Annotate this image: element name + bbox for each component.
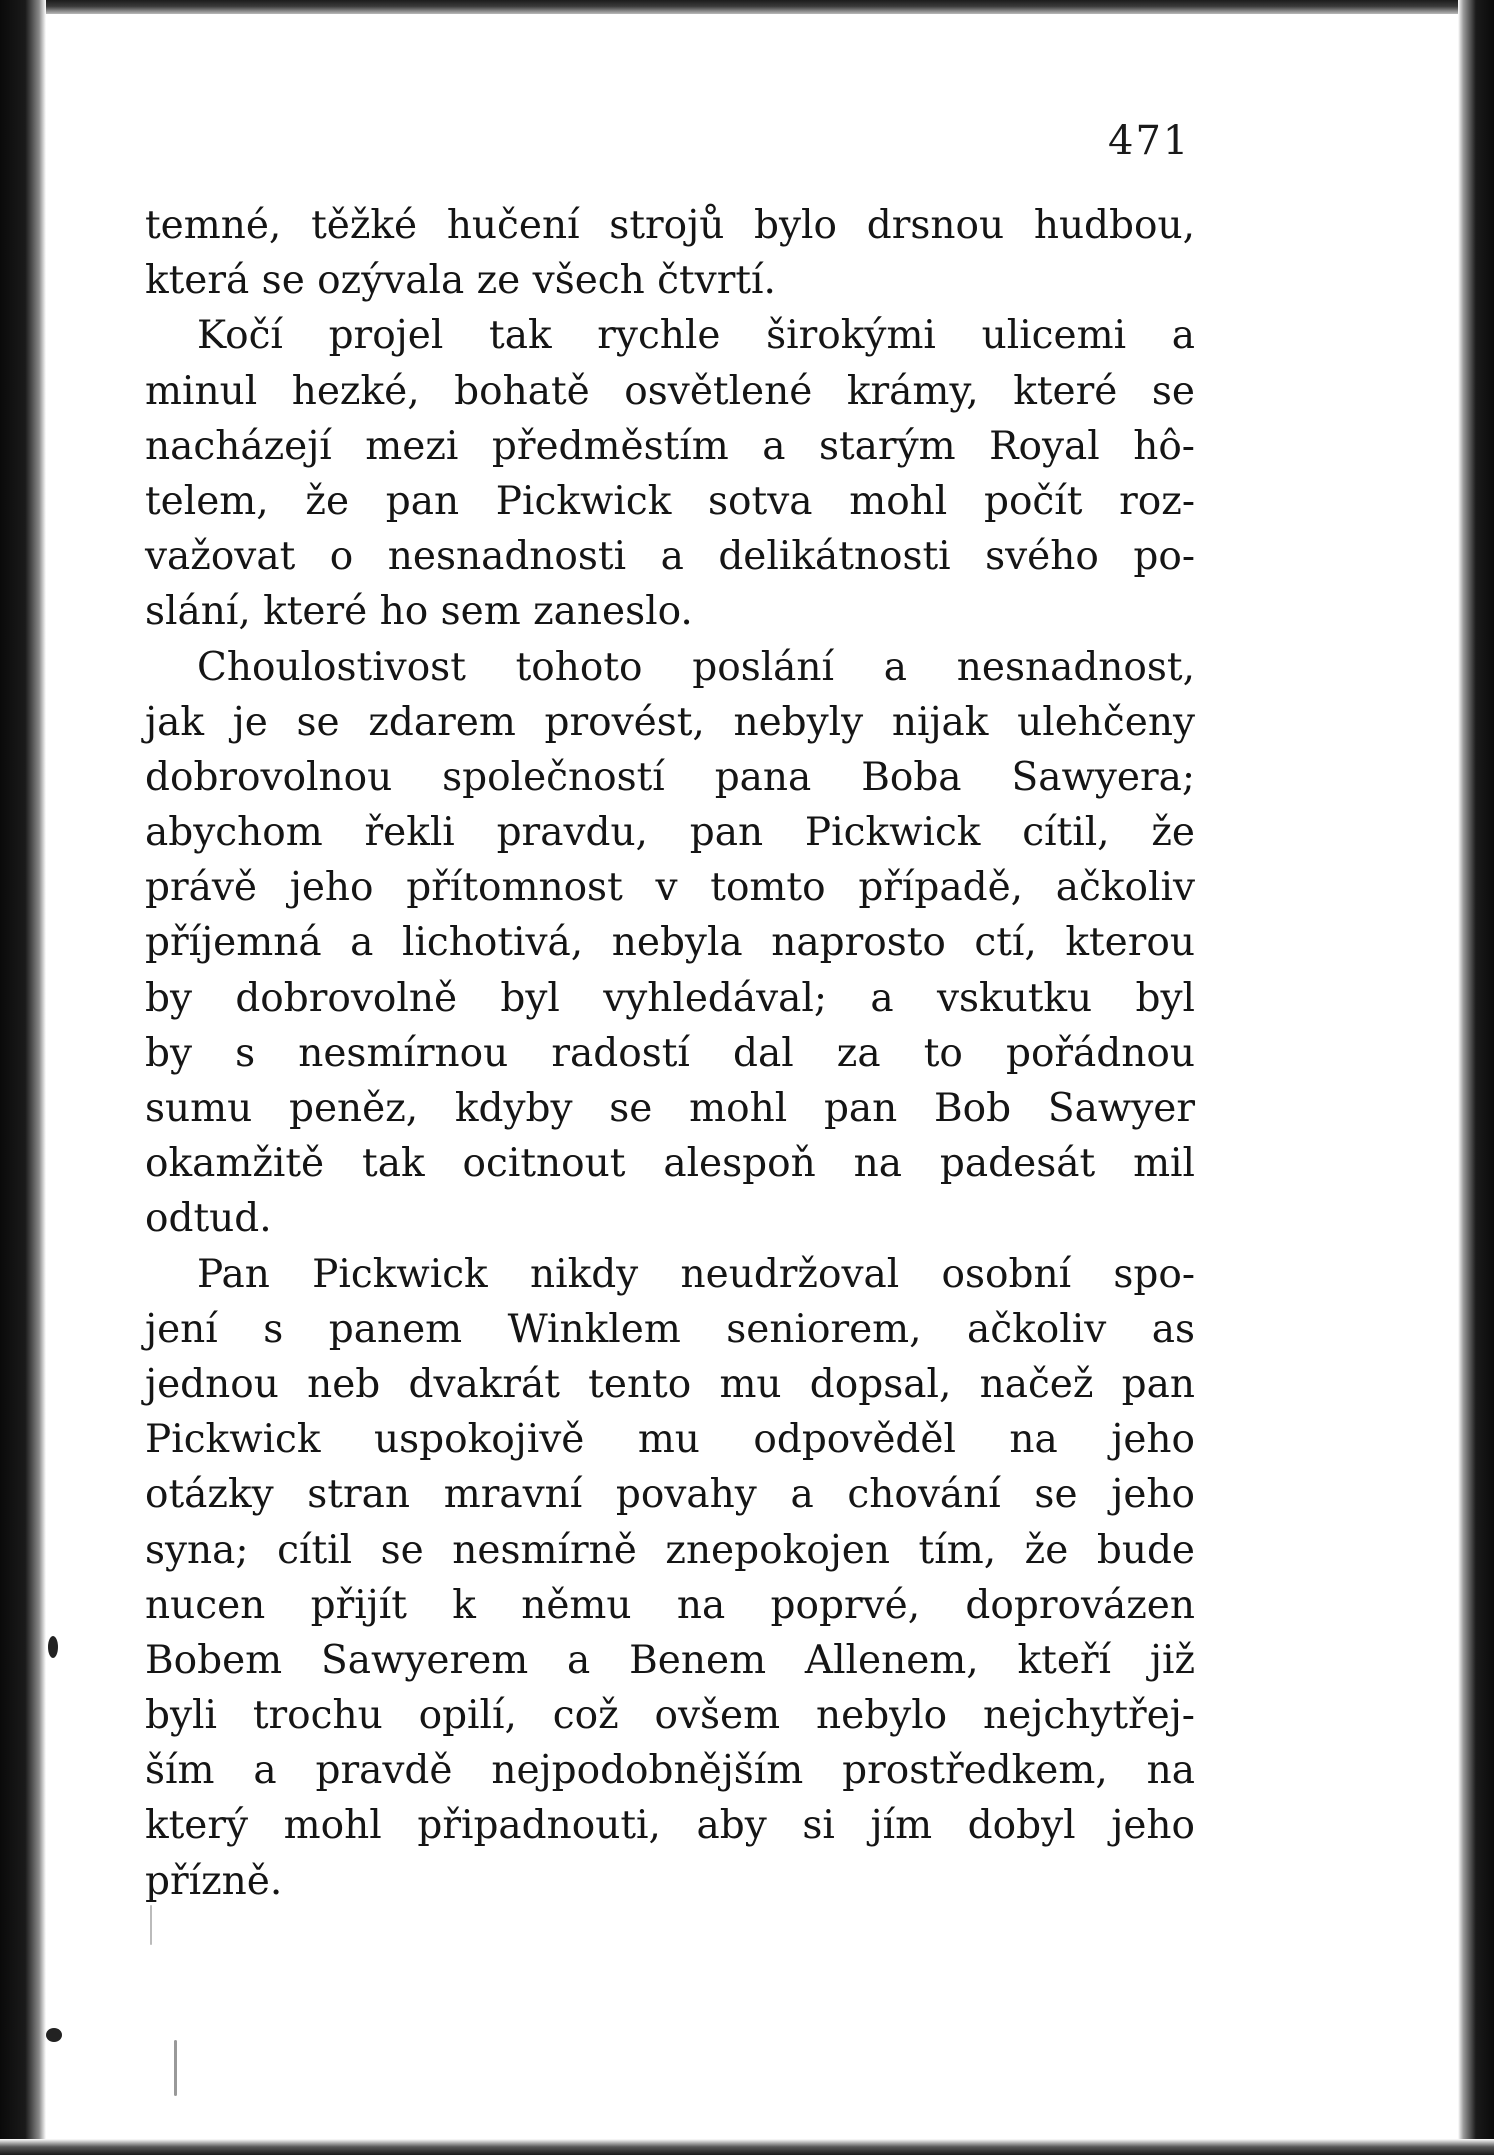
text-line: ším a pravdě nejpodobnějším prostředkem, na (145, 1748, 1195, 1794)
text-line: jení s panem Winklem seniorem, ačkoliv as (145, 1306, 1195, 1352)
text-line: Pickwick uspokojivě mu odpověděl na jeho (145, 1417, 1195, 1463)
text-line: minul hezké, bohatě osvětlené krámy, které se (145, 368, 1195, 414)
text-line: byli trochu opilí, což ovšem nebylo nejchytřej- (145, 1693, 1195, 1739)
text-line: syna; cítil se nesmírně znepokojen tím, že bude (145, 1527, 1195, 1573)
text-line: právě jeho přítomnost v tomto případě, ačkoliv (145, 865, 1195, 911)
scan-edge-left (0, 0, 46, 2155)
text-line: příjemná a lichotivá, nebyla naprosto ctí, kterou (145, 920, 1195, 966)
text-line: abychom řekli pravdu, pan Pickwick cítil, že (145, 810, 1195, 856)
text-line: temné, těžké hučení strojů bylo drsnou hudbou, (145, 203, 1195, 248)
text-line: otázky stran mravní povahy a chování se jeho (145, 1472, 1195, 1518)
text-line: nacházejí mezi předměstím a starým Royal hô- (145, 423, 1195, 469)
text-line: by s nesmírnou radostí dal za to pořádnou (145, 1030, 1195, 1076)
text-line: by dobrovolně byl vyhledával; a vskutku byl (145, 975, 1195, 1021)
text-line: Choulostivost tohoto poslání a nesnadnost, (197, 644, 1195, 690)
text-line: Kočí projel tak rychle širokými ulicemi a (197, 313, 1195, 359)
text-line: nucen přijít k němu na poprvé, doprovázen (145, 1582, 1195, 1628)
text-line: jednou neb dvakrát tento mu dopsal, načež pan (145, 1361, 1195, 1407)
text-line: Pan Pickwick nikdy neudržoval osobní spo- (197, 1251, 1195, 1297)
scan-speck (150, 1905, 152, 1945)
scan-speck (46, 2028, 62, 2042)
text-line: važovat o nesnadnosti a delikátnosti svého po- (145, 534, 1195, 580)
scan-edge-bottom (0, 2139, 1494, 2155)
text-line: Bobem Sawyerem a Benem Allenem, kteří již (145, 1637, 1195, 1683)
body-text (145, 198, 1195, 1909)
scan-edge-top (0, 0, 1494, 14)
text-line: přízně. (145, 1858, 283, 1904)
text-line: sumu peněz, kdyby se mohl pan Bob Sawyer (145, 1086, 1195, 1131)
scan-speck (174, 2040, 177, 2096)
page-number: 471 (1108, 118, 1191, 164)
text-line: která se ozývala ze všech čtvrtí. (145, 258, 776, 304)
text-line: okamžitě tak ocitnout alespoň na padesát mil (145, 1141, 1195, 1187)
text-line: slání, které ho sem zaneslo. (145, 589, 693, 635)
text-line: telem, že pan Pickwick sotva mohl počít roz- (145, 478, 1195, 524)
text-line: jak je se zdarem provést, nebyly nijak ulehčeny (145, 699, 1195, 745)
scan-edge-right (1458, 0, 1494, 2155)
scan-speck (48, 1636, 58, 1658)
text-line: dobrovolnou společností pana Boba Sawyera; (145, 754, 1195, 800)
text-line: odtud. (145, 1196, 272, 1242)
text-line: který mohl připadnouti, aby si jím dobyl jeho (145, 1803, 1195, 1849)
